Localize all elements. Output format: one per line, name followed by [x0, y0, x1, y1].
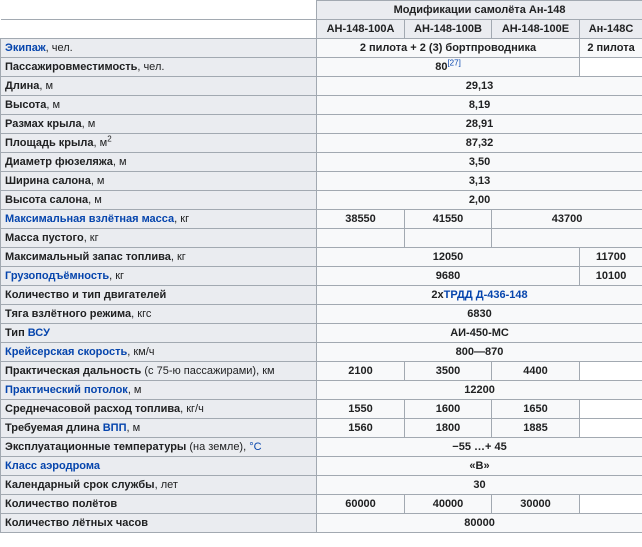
flights-value-a: 60000: [317, 495, 405, 514]
temps-value: −55 …+ 45: [317, 438, 642, 457]
row-label: Высота, м: [1, 96, 317, 115]
cabin-height-value: 2,00: [317, 191, 642, 210]
hours-value: 80000: [317, 514, 642, 533]
cruise-value: 800—870: [317, 343, 642, 362]
row-hours: [1, 514, 642, 533]
celsius-link[interactable]: °C: [249, 441, 262, 453]
cabin-width-value: 3,13: [317, 172, 642, 191]
flights-value-c: [580, 495, 642, 514]
range-value-c: [580, 362, 642, 381]
flights-value-e: 30000: [492, 495, 580, 514]
fuselage-value: 3,50: [317, 153, 642, 172]
row-cabin-width: [1, 172, 642, 191]
row-ceiling: [1, 381, 642, 400]
row-flights: [1, 495, 642, 514]
row-label: Практическая дальность (с 75-ю пассажирами), км: [1, 362, 317, 381]
engines-value: 2хТРДД Д-436-148: [317, 286, 642, 305]
row-height: [1, 96, 642, 115]
row-label: Пассажировместимость, чел.: [1, 58, 317, 77]
crew-value-c: 2 пилота: [580, 39, 642, 58]
flights-value-b: 40000: [405, 495, 492, 514]
row-empty: [1, 229, 642, 248]
pax-value-c: [580, 58, 642, 77]
pax-value: 80[27]: [317, 58, 580, 77]
row-cruise: [1, 343, 642, 362]
row-service: [1, 476, 642, 495]
row-label: Экипаж, чел.: [1, 39, 317, 58]
row-label: Масса пустого, кг: [1, 229, 317, 248]
payload-link[interactable]: Грузоподъёмность: [5, 270, 110, 282]
mtow-value-a: 38550: [317, 210, 405, 229]
row-label: Количество лётных часов: [1, 514, 317, 533]
row-thrust: [1, 305, 642, 324]
runway-value-b: 1800: [405, 419, 492, 438]
row-label: [1, 457, 317, 476]
wing-area-value: 87,32: [317, 134, 642, 153]
header-row-models: [1, 20, 642, 39]
empty-value-a: [317, 229, 405, 248]
row-label: Длина, м: [1, 77, 317, 96]
crew-value: 2 пилота + 2 (3) бортпроводника: [317, 39, 580, 58]
row-engines: [1, 286, 642, 305]
thrust-value: 6830: [317, 305, 642, 324]
fuel-burn-value-e: 1650: [492, 400, 580, 419]
row-fuel-burn: [1, 400, 642, 419]
row-label: Размах крыла, м: [1, 115, 317, 134]
row-mtow: [1, 210, 642, 229]
row-label: Высота салона, м: [1, 191, 317, 210]
span-value: 28,91: [317, 115, 642, 134]
ceiling-value: 12200: [317, 381, 642, 400]
aerodrome-value: «В»: [317, 457, 642, 476]
cruise-link[interactable]: Крейсерская скорость: [5, 346, 128, 358]
range-value-e: 4400: [492, 362, 580, 381]
row-cabin-height: [1, 191, 642, 210]
empty-value-ec: [492, 229, 642, 248]
range-value-b: 3500: [405, 362, 492, 381]
payload-value-c: 10100: [580, 267, 642, 286]
header-corner-2: [1, 20, 317, 39]
row-label: Диаметр фюзеляжа, м: [1, 153, 317, 172]
aerodrome-link[interactable]: Класс аэродрома: [5, 460, 100, 472]
model-header-148c: Ан-148С: [580, 20, 642, 39]
row-label: Практический потолок, м: [1, 381, 317, 400]
length-value: 29,13: [317, 77, 642, 96]
fuel-value-c: 11700: [580, 248, 642, 267]
row-label: Крейсерская скорость, км/ч: [1, 343, 317, 362]
apu-link[interactable]: ВСУ: [27, 327, 50, 339]
row-range: [1, 362, 642, 381]
row-aerodrome: [1, 457, 642, 476]
crew-link[interactable]: Экипаж: [5, 42, 46, 54]
row-label: Грузоподъёмность, кг: [1, 267, 317, 286]
engine-link[interactable]: ТРДД Д-436-148: [443, 289, 528, 301]
service-value: 30: [317, 476, 642, 495]
row-label: Эксплуатационные температуры (на земле), °C: [1, 438, 317, 457]
model-header-100e: АН-148-100Е: [492, 20, 580, 39]
row-runway: [1, 419, 642, 438]
row-label: Тип ВСУ: [1, 324, 317, 343]
model-header-100a: АН-148-100А: [317, 20, 405, 39]
empty-value-b: [405, 229, 492, 248]
row-length: [1, 77, 642, 96]
row-label: Площадь крыла, $м^2$: [1, 134, 317, 153]
row-wing-area: [1, 134, 642, 153]
row-label: Тяга взлётного режима, кгс: [1, 305, 317, 324]
row-payload: [1, 267, 642, 286]
row-crew: [1, 39, 642, 58]
fuel-burn-value-a: 1550: [317, 400, 405, 419]
modifications-header: Модификации самолёта Ан-148: [317, 1, 642, 20]
fuel-burn-value-c: [580, 400, 642, 419]
row-fuselage: [1, 153, 642, 172]
header-row-group: [1, 1, 642, 20]
row-label: Количество полётов: [1, 495, 317, 514]
mtow-value-ec: 43700: [492, 210, 642, 229]
row-label: Календарный срок службы, лет: [1, 476, 317, 495]
row-pax: [1, 58, 642, 77]
row-label: Количество и тип двигателей: [1, 286, 317, 305]
payload-value: 9680: [317, 267, 580, 286]
row-label: Требуемая длина ВПП, м: [1, 419, 317, 438]
mtow-value-b: 41550: [405, 210, 492, 229]
row-label: Ширина салона, м: [1, 172, 317, 191]
ref-link[interactable]: [27]: [447, 58, 461, 68]
row-span: [1, 115, 642, 134]
runway-value-a: 1560: [317, 419, 405, 438]
range-value-a: 2100: [317, 362, 405, 381]
row-fuel: [1, 248, 642, 267]
mtow-link[interactable]: Максимальная взлётная масса: [5, 213, 175, 225]
header-corner: [1, 1, 317, 20]
runway-link[interactable]: ВПП: [102, 422, 127, 434]
runway-value-e: 1885: [492, 419, 580, 438]
height-value: 8,19: [317, 96, 642, 115]
fuel-burn-value-b: 1600: [405, 400, 492, 419]
ceiling-link[interactable]: Практический потолок: [5, 384, 128, 396]
row-label: Максимальная взлётная масса, кг: [1, 210, 317, 229]
row-apu: [1, 324, 642, 343]
row-label: Среднечасовой расход топлива, кг/ч: [1, 400, 317, 419]
apu-value: АИ-450-МС: [317, 324, 642, 343]
runway-value-c: [580, 419, 642, 438]
row-label: Максимальный запас топлива, кг: [1, 248, 317, 267]
model-header-100b: АН-148-100В: [405, 20, 492, 39]
fuel-value: 12050: [317, 248, 580, 267]
row-temps: [1, 438, 642, 457]
